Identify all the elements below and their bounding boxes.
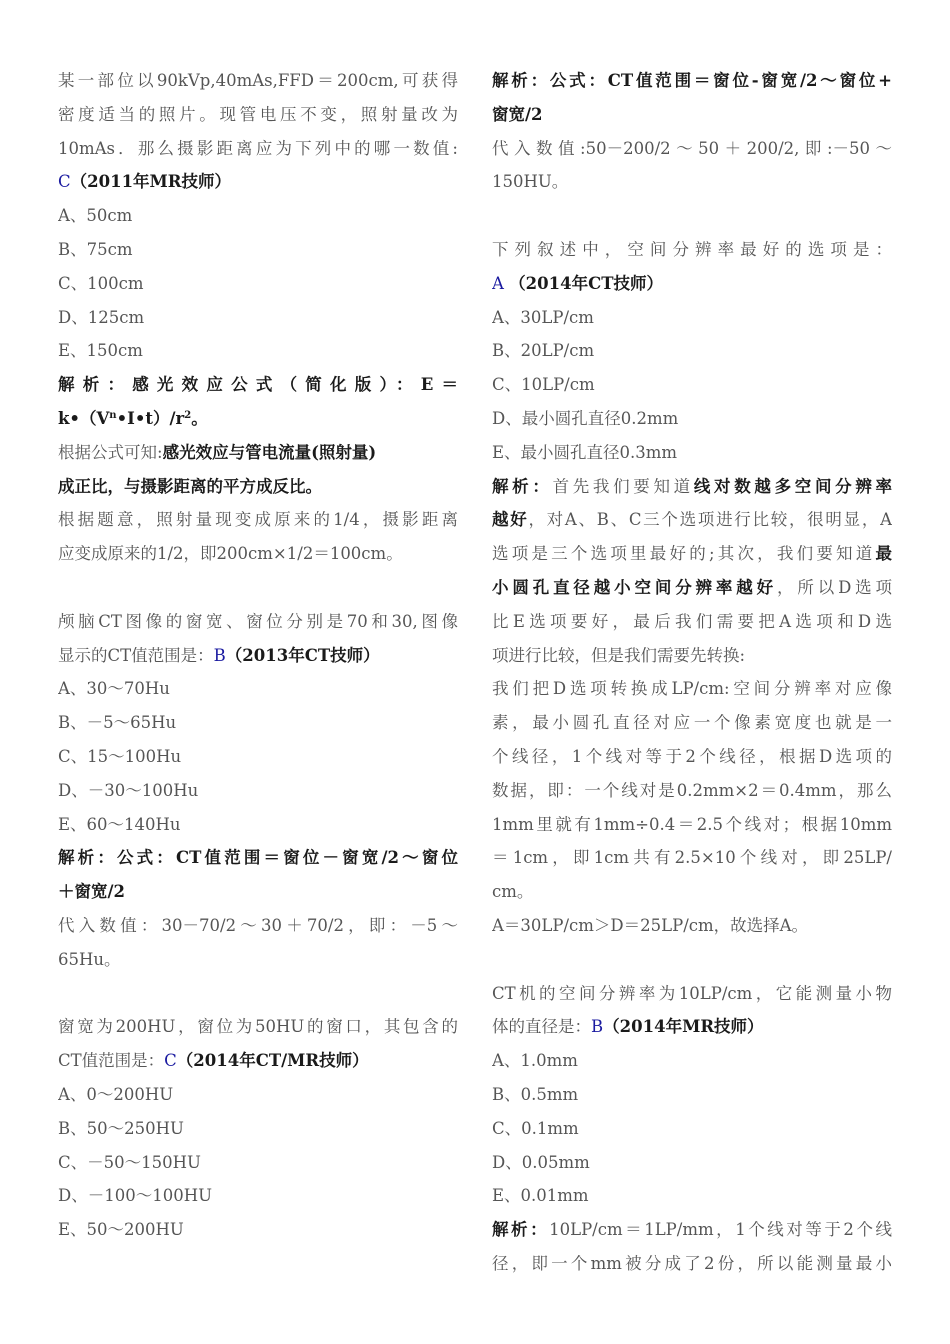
q4-explanation-line: 比E选项要好，最后我们需要把A选项和D选 — [492, 611, 892, 631]
q4-stem: 下列叙述中，空间分辨率最好的选项是： — [492, 239, 892, 259]
q4-explanation-line: 数据，即：一个线对是0.2mm×2＝0.4mm，那么 — [492, 780, 892, 800]
right-column — [492, 64, 892, 1281]
q1-answer: C — [58, 172, 71, 192]
q3-option: A、0～200HU — [58, 1084, 174, 1104]
q1-option: D、125cm — [58, 307, 145, 327]
q5-explanation-line: 径，即一个mm被分成了2份，所以能测量最小 — [492, 1253, 892, 1273]
q2-option: C、15～100Hu — [58, 746, 182, 766]
q1-basis-line-cont: 成正比，与摄影距离的平方成反比。 — [58, 476, 322, 496]
q4-explanation-line: 素，最小圆孔直径对应一个像素宽度也就是一 — [492, 713, 892, 733]
q3-stem-line: 窗宽为200HU，窗位为50HU的窗口，其包含的 — [58, 1017, 458, 1037]
q1-option: E、150cm — [58, 341, 143, 361]
q1-explanation-formula-cont: $k•(V^n•I•t)/r^2$。 — [58, 408, 208, 428]
q2-option: E、60～140Hu — [58, 814, 181, 834]
q3-calc-line: 150HU。 — [492, 172, 569, 192]
q4-option: B、20LP/cm — [492, 341, 595, 361]
q5-option: C、0.1mm — [492, 1118, 579, 1138]
q5-source-tag: （2014年MR技师） — [603, 1017, 764, 1037]
q2-stem-line: 显示的CT值范围是：B（2013年CT技师） — [58, 645, 380, 665]
q4-option: E、最小圆孔直径0.3mm — [492, 442, 678, 462]
left-column — [58, 64, 458, 1247]
q4-explanation-line: 选项是三个选项里最好的;其次，我们要知道最 — [492, 544, 892, 564]
q4-explanation-line: 我们把D选项转换成LP/cm:空间分辨率对应像 — [492, 679, 892, 699]
q2-option: D、－30～100Hu — [58, 780, 199, 800]
q4-explanation-line: 小圆孔直径越小空间分辨率越好，所以D选项 — [492, 577, 892, 597]
q1-calc-line: 根据题意，照射量现变成原来的1/4，摄影距离 — [58, 510, 458, 530]
q1-option: A、50cm — [58, 206, 133, 226]
q4-explanation-line: 个线径，1个线对等于2个线径，根据D选项的 — [492, 746, 892, 766]
q3-calc-line: 代入数值:50－200/2～50＋200/2,即:－50～ — [492, 138, 892, 158]
q1-calc-line: 应变成原来的1/2，即200cm×1/2＝100cm。 — [58, 544, 403, 564]
q5-stem-line: CT机的空间分辨率为10LP/cm，它能测量小物 — [492, 983, 892, 1003]
q3-option: B、50～250HU — [58, 1118, 184, 1138]
q3-option: C、－50～150HU — [58, 1152, 201, 1172]
q2-calc-line: 65Hu。 — [58, 949, 121, 969]
q1-explanation-formula: 解析：感光效应公式（简化版）：E＝ — [58, 375, 458, 395]
q1-stem-line: 某一部位以90kVp,40mAs,FFD＝200cm,可获得 — [58, 71, 458, 90]
q1-stem-line: 密度适当的照片。现管电压不变，照射量改为 — [58, 104, 458, 124]
q2-calc-line: 代入数值：30－70/2～30＋70/2，即：－5～ — [58, 915, 458, 935]
q5-stem-line: 体的直径是：B（2014年MR技师） — [492, 1017, 764, 1037]
q3-answer: C — [164, 1051, 177, 1071]
q3-explanation: 窗宽/2 — [492, 104, 543, 124]
q2-stem-line: 颅脑CT图像的窗宽、窗位分别是70和30,图像 — [58, 611, 458, 631]
q4-source-tag: （2014年CT技师） — [509, 273, 664, 293]
q4-explanation-line: 越好，对A、B、C三个选项进行比较，很明显，A — [492, 510, 892, 530]
q2-source-tag: （2013年CT技师） — [225, 645, 380, 665]
q5-answer: B — [591, 1017, 604, 1037]
q1-source-tag: （2011年MR技师） — [70, 172, 232, 192]
q4-explanation-line: 解析：首先我们要知道线对数越多空间分辨率 — [492, 476, 892, 496]
q4-explanation-line: A＝30LP/cm＞D＝25LP/cm，故选择A。 — [492, 915, 809, 935]
q4-answer: A — [492, 273, 504, 293]
spacer — [58, 571, 458, 605]
q3-source-tag: （2014年CT/MR技师） — [176, 1051, 369, 1071]
q4-explanation-line: ＝1cm，即1cm共有2.5×10个线对，即25LP/ — [492, 848, 892, 868]
q3-explanation: 解析：公式：CT值范围＝窗位-窗宽/2～窗位+ — [492, 71, 892, 90]
q5-option: B、0.5mm — [492, 1084, 579, 1104]
q5-option: A、1.0mm — [492, 1051, 578, 1071]
q2-answer: B — [213, 645, 226, 665]
q2-explanation: ＋窗宽/2 — [58, 882, 126, 902]
q4-explanation-line: cm。 — [492, 882, 534, 902]
q4-option: A、30LP/cm — [492, 307, 594, 327]
spacer — [492, 943, 892, 977]
q2-option: A、30～70Hu — [58, 679, 170, 699]
q1-basis-line: 根据公式可知:感光效应与管电流量(照射量) — [58, 442, 377, 462]
q3-option: E、50～200HU — [58, 1220, 184, 1240]
q4-explanation-line: 1mm里就有1mm÷0.4＝2.5个线对；根据10mm — [492, 814, 892, 834]
spacer — [58, 977, 458, 1011]
spacer — [492, 199, 892, 233]
q1-option: C、100cm — [58, 273, 144, 293]
q2-option: B、－5～65Hu — [58, 713, 177, 733]
q4-option: D、最小圆孔直径0.2mm — [492, 408, 679, 428]
q5-explanation-line: 解析：10LP/cm＝1LP/mm，1个线对等于2个线 — [492, 1220, 892, 1240]
q4-explanation-line: 项进行比较，但是我们需要先转换: — [492, 645, 746, 665]
q1-answer-line — [58, 165, 458, 199]
q5-option: D、0.05mm — [492, 1152, 590, 1172]
q1-stem-line: 10mAs．那么摄影距离应为下列中的哪一数值: — [58, 138, 458, 158]
q5-option: E、0.01mm — [492, 1186, 589, 1206]
q4-answer-line — [492, 267, 892, 301]
q3-stem-line: CT值范围是：C（2014年CT/MR技师） — [58, 1051, 369, 1071]
q1-option: B、75cm — [58, 239, 133, 259]
q3-option: D、－100～100HU — [58, 1186, 213, 1206]
q2-explanation: 解析：公式：CT值范围＝窗位－窗宽/2～窗位 — [58, 848, 458, 868]
q4-option: C、10LP/cm — [492, 375, 595, 395]
